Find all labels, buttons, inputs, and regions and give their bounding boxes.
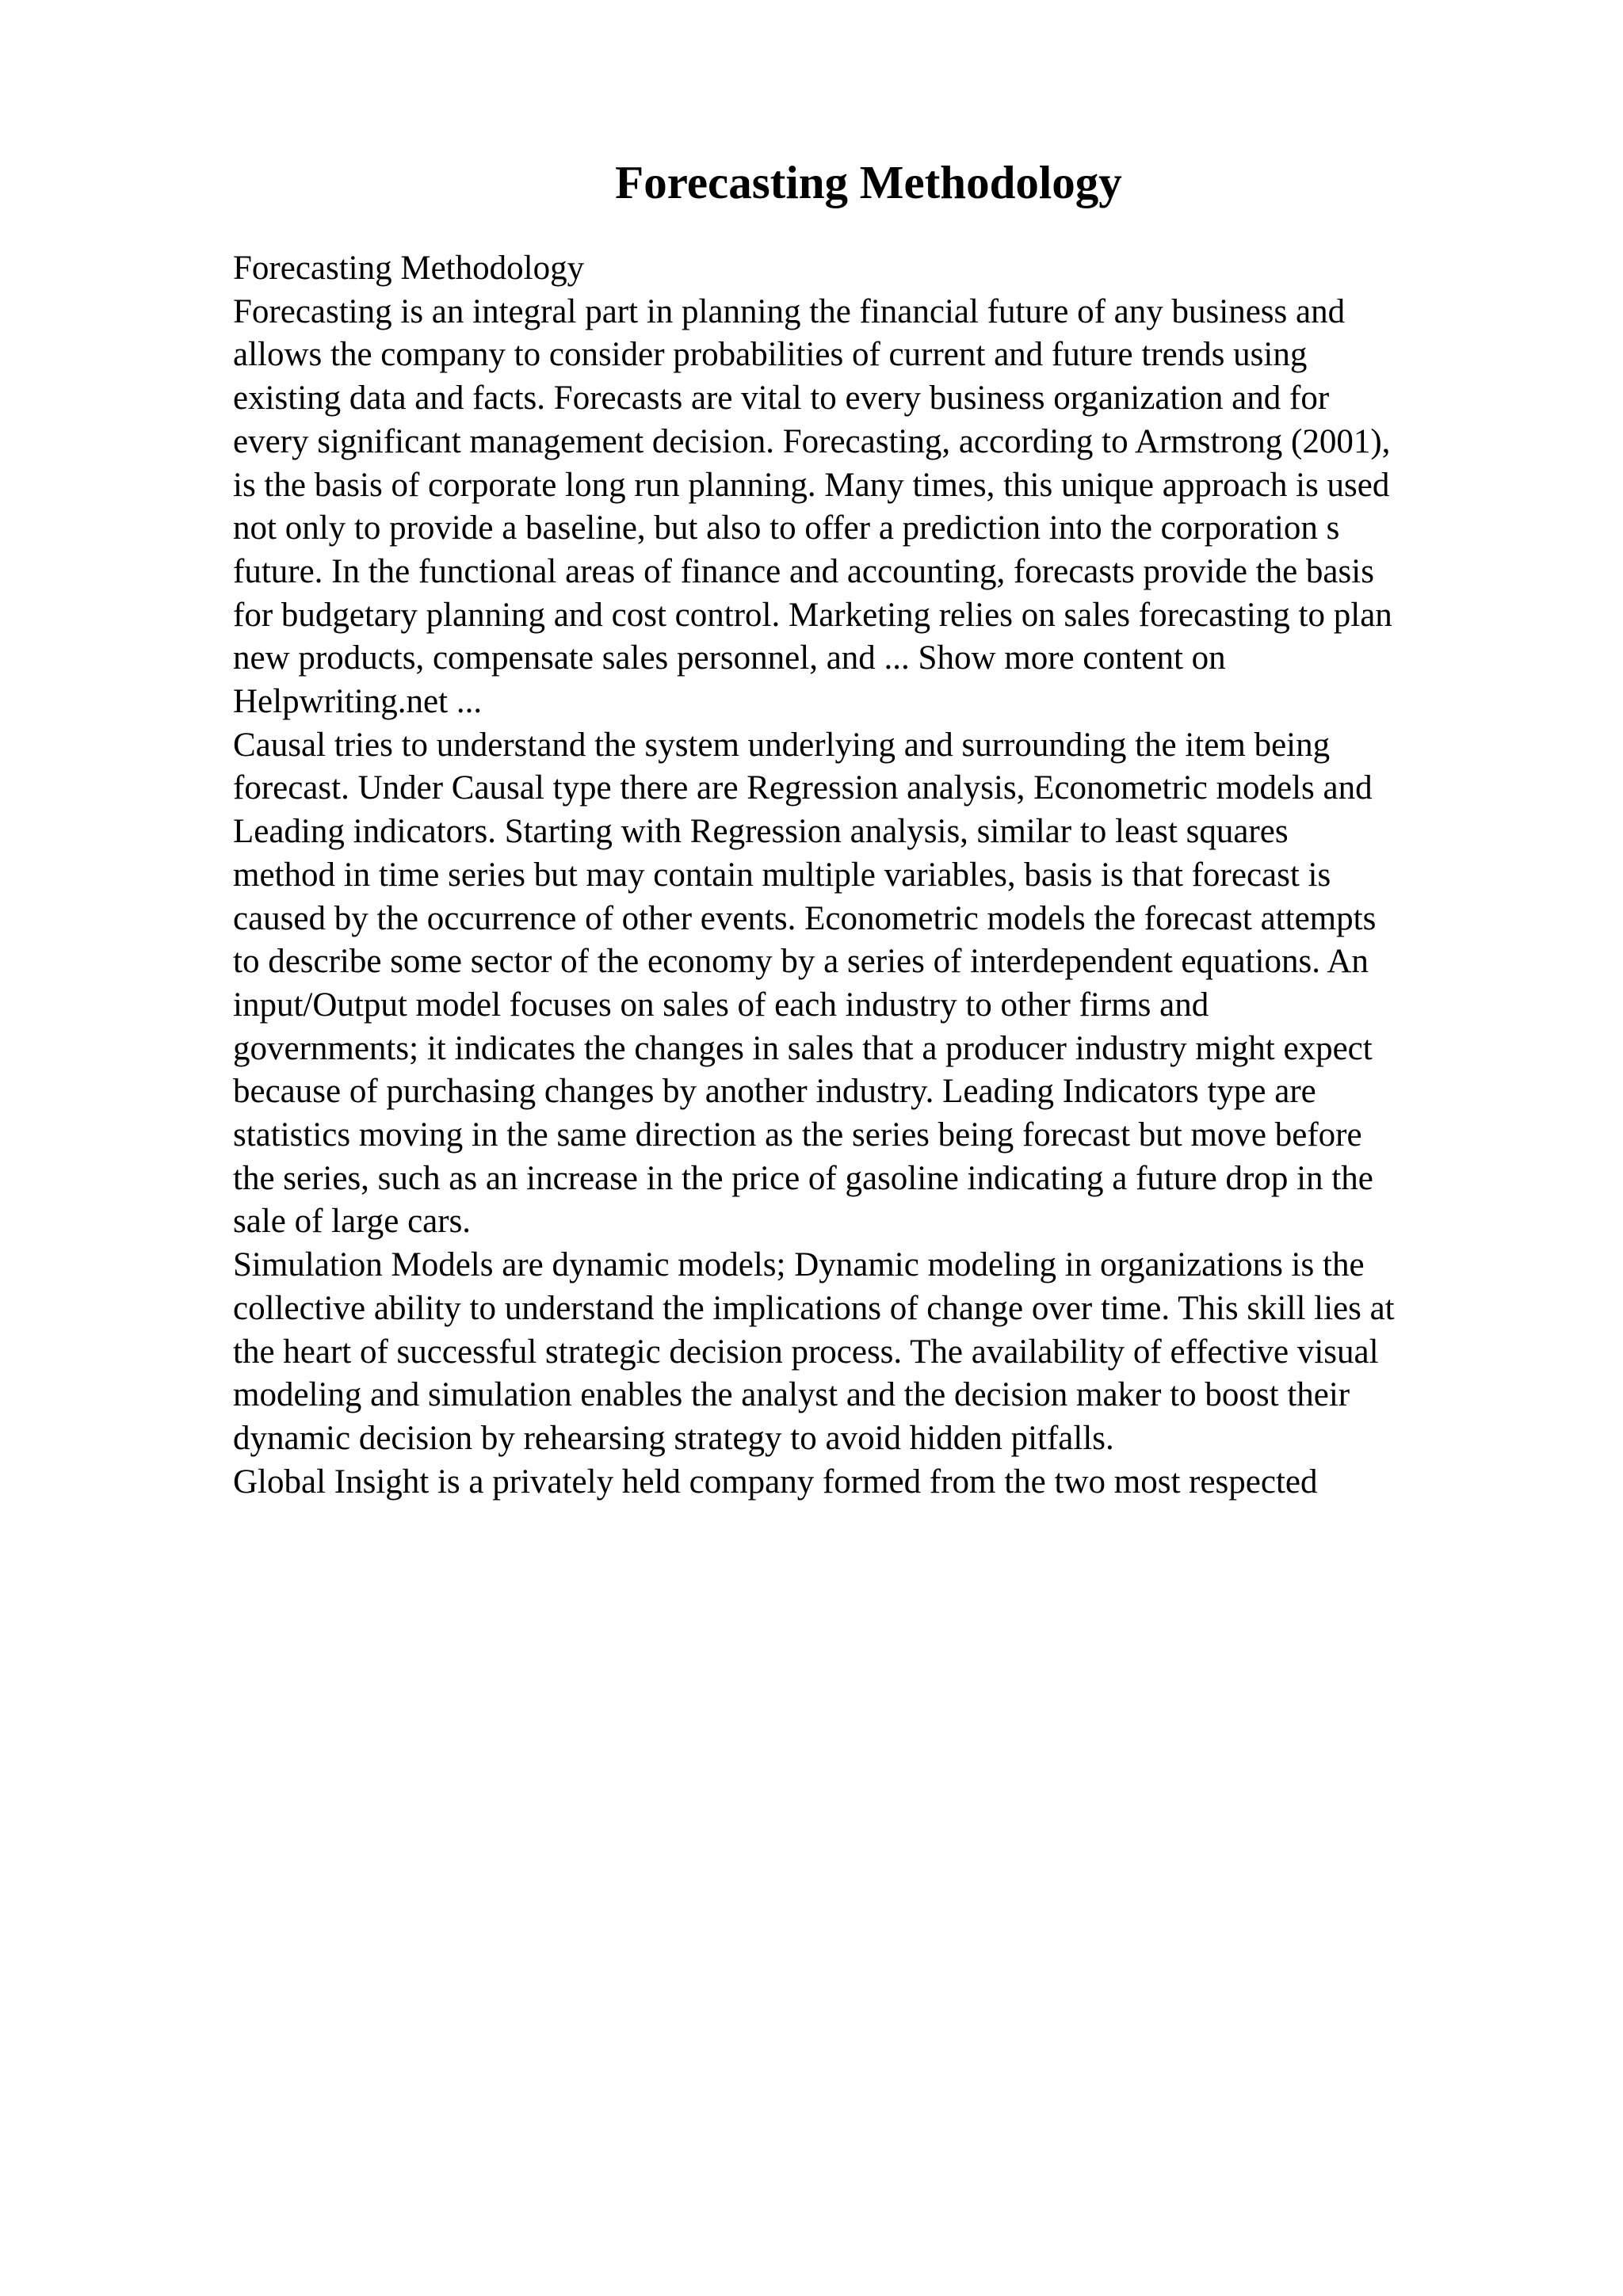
body-line: the series, such as an increase in the price of gasoline indicating a future drop in the xyxy=(233,1159,1373,1197)
body-line: is the basis of corporate long run planning. Many times, this unique approach is used xyxy=(233,466,1390,504)
document-title: Forecasting Methodology xyxy=(615,156,1122,208)
body-line: sale of large cars. xyxy=(233,1203,472,1241)
body-line: modeling and simulation enables the analyst and the decision maker to boost their xyxy=(233,1376,1350,1414)
body-line: future. In the functional areas of finance and accounting, forecasts provide the basis xyxy=(233,552,1374,590)
body-line: every significant management decision. Forecasting, according to Armstrong (2001), xyxy=(233,422,1391,460)
body-line: existing data and facts. Forecasts are vital to every business organization and for xyxy=(233,379,1330,418)
body-line: Helpwriting.net ... xyxy=(233,683,483,721)
body-line: statistics moving in the same direction as the series being forecast but move before xyxy=(233,1116,1362,1154)
body-line: the heart of successful strategic decision process. The availability of effective visual xyxy=(233,1333,1379,1371)
body-line: forecast. Under Causal type there are Regression analysis, Econometric models and xyxy=(233,769,1373,807)
body-line: for budgetary planning and cost control. Marketing relies on sales forecasting to plan xyxy=(233,596,1392,634)
body-line: governments; it indicates the changes in sales that a producer industry might expect xyxy=(233,1029,1373,1067)
body-line: Global Insight is a privately held company formed from the two most respected xyxy=(233,1463,1318,1501)
body-line: collective ability to understand the implications of change over time. This skill lies at xyxy=(233,1289,1395,1327)
body-line: Forecasting Methodology xyxy=(233,250,585,287)
body-line: caused by the occurrence of other events. Econometric models the forecast attempts xyxy=(233,899,1377,937)
body-line: Forecasting is an integral part in planning the financial future of any business and xyxy=(233,292,1346,330)
body-line: method in time series but may contain multiple variables, basis is that forecast is xyxy=(233,856,1331,894)
body-line: dynamic decision by rehearsing strategy to avoid hidden pitfalls. xyxy=(233,1419,1114,1457)
body-line: Simulation Models are dynamic models; Dynamic modeling in organizations is the xyxy=(233,1246,1365,1284)
document-body xyxy=(233,247,1525,1504)
body-line: to describe some sector of the economy by a series of interdependent equations. An xyxy=(233,943,1369,981)
body-line: because of purchasing changes by another industry. Leading Indicators type are xyxy=(233,1073,1316,1111)
body-line: new products, compensate sales personnel, and ... Show more content on xyxy=(233,639,1226,677)
body-line: allows the company to consider probabilities of current and future trends using xyxy=(233,336,1308,374)
body-line: input/Output model focuses on sales of each industry to other firms and xyxy=(233,986,1209,1024)
body-line: Leading indicators. Starting with Regression analysis, similar to least squares xyxy=(233,813,1289,851)
body-line: not only to provide a baseline, but also to offer a prediction into the corporation s xyxy=(233,509,1340,547)
body-line: Causal tries to understand the system underlying and surrounding the item being xyxy=(233,726,1331,764)
